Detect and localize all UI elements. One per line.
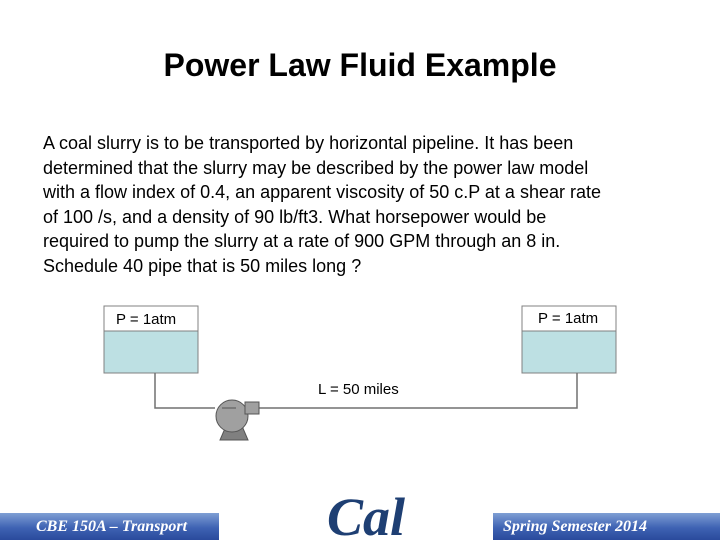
problem-line: of 100 /s, and a density of 90 lb/ft3. What horsepower would be	[43, 206, 547, 227]
pump-icon	[216, 400, 259, 440]
problem-line: Schedule 40 pipe that is 50 miles long ?	[43, 255, 362, 276]
left-tank	[104, 331, 198, 373]
slide-title: Power Law Fluid Example	[163, 47, 557, 83]
left-tank-pressure-label: P = 1atm	[116, 311, 177, 328]
pipeline	[255, 373, 577, 408]
pipeline	[155, 373, 215, 408]
footer-semester-banner: Spring Semester 2014	[493, 513, 720, 540]
cal-logo-text: Cal	[327, 487, 405, 540]
right-tank-pressure-label: P = 1atm	[538, 310, 599, 327]
right-tank	[522, 331, 616, 373]
problem-line: A coal slurry is to be transported by horizontal pipeline. It has been	[43, 133, 574, 153]
problem-line: determined that the slurry may be described by the power law model	[43, 157, 589, 178]
cal-logo	[325, 485, 405, 540]
problem-line: with a flow index of 0.4, an apparent viscosity of 50 c.P at a shear rate	[43, 182, 601, 202]
pipe-length-label: L = 50 miles	[318, 381, 399, 398]
footer-course-banner: CBE 150A – Transport	[0, 513, 219, 540]
problem-line: required to pump the slurry at a rate of 900 GPM through an 8 in.	[43, 231, 561, 251]
